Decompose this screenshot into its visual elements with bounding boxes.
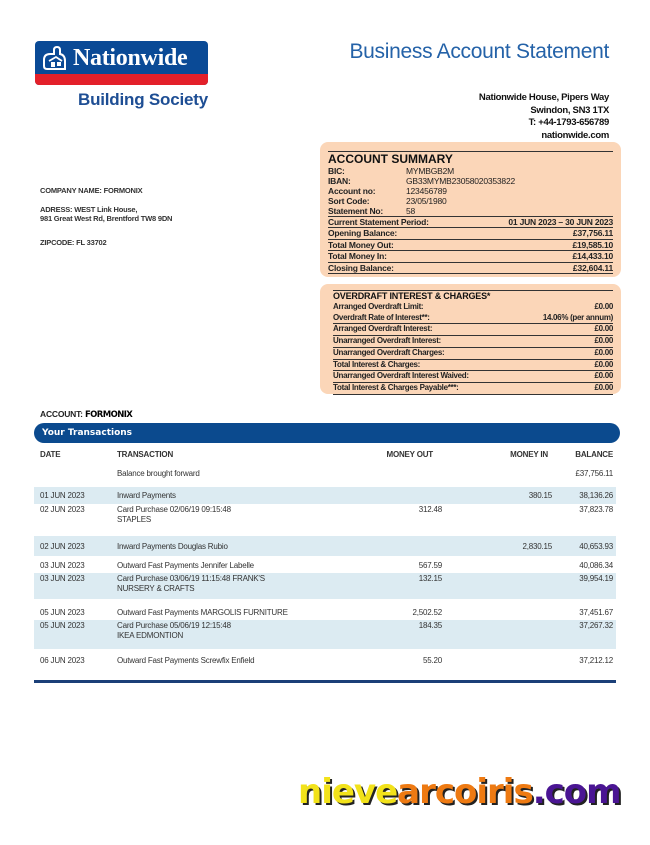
table-row: 03 JUN 2023 Card Purchase 03/06/19 11:15:48 FRANK'S NURSERY & CRAFTS 132.15 39,954.19 — [34, 573, 616, 599]
overdraft-row: Arranged Overdraft Interest: £0.00 — [333, 324, 613, 334]
overdraft-row: Total Interest & Charges Payable***: £0.00 — [333, 382, 613, 395]
overdraft-row: Arranged Overdraft Limit: £0.00 — [333, 302, 613, 311]
company-address-line2: 981 Great West Rd, Brentford TW8 9DN — [40, 214, 173, 223]
company-address-line1: ADRESS: WEST Link House, — [40, 205, 138, 214]
bank-address-line: Swindon, SN3 1TX — [530, 104, 609, 116]
table-row: 02 JUN 2023 Card Purchase 02/06/19 09:15:48 STAPLES 312.48 37,823.78 — [40, 505, 613, 524]
col-date: DATE — [40, 449, 61, 459]
table-row: 02 JUN 2023 Inward Payments Douglas Rubio 2,830.15 40,653.93 — [34, 536, 616, 556]
overdraft-row: Unarranged Overdraft Interest Waived: £0.00 — [333, 371, 613, 381]
transactions-table — [34, 443, 616, 671]
table-row: 06 JUN 2023 Outward Fast Payments Screwfix Enfield 55.20 37,212.12 — [40, 656, 613, 665]
summary-detail-iban: IBAN: GB33MYMB23058020353822 — [328, 176, 516, 186]
overdraft-title: OVERDRAFT INTEREST & CHARGES* — [333, 290, 613, 302]
company-name: COMPANY NAME: FORMONIX — [40, 186, 143, 195]
logo-red-stripe — [35, 74, 208, 85]
table-row: 01 JUN 2023 Inward Payments 380.15 38,136.26 — [34, 487, 616, 504]
table-row: 05 JUN 2023 Card Purchase 05/06/19 12:15:48 IKEA EDMONTION 184.35 37,267.32 — [34, 620, 616, 649]
bank-address — [479, 92, 609, 142]
company-address — [40, 205, 172, 223]
table-row: 03 JUN 2023 Outward Fast Payments Jennifer Labelle 567.59 40,086.34 — [40, 561, 613, 570]
overdraft-row: Unarranged Overdraft Interest: £0.00 — [333, 336, 613, 346]
account-name: FORMONIX — [84, 410, 133, 420]
brand-wordmark: Nationwide — [73, 45, 188, 71]
bank-website: nationwide.com — [541, 129, 609, 141]
watermark: nievearcoiris.com — [298, 772, 621, 812]
table-end-rule — [34, 680, 616, 683]
summary-detail-bic: BIC: MYMBGB2M — [328, 166, 454, 176]
col-money-out: MONEY OUT — [386, 449, 433, 459]
brand-subtitle: Building Society — [78, 90, 208, 109]
summary-row-opening: Opening Balance: £37,756.11 — [328, 228, 613, 239]
bank-phone: T: +44-1793-656789 — [528, 117, 609, 128]
nationwide-logo — [35, 41, 208, 110]
summary-rows — [328, 216, 613, 274]
col-balance: BALANCE — [575, 449, 613, 459]
account-summary-title: ACCOUNT SUMMARY — [328, 151, 613, 166]
summary-row-closing: Closing Balance: £32,604.11 — [328, 262, 613, 273]
statement-title: Business Account Statement — [349, 40, 609, 63]
account-label: ACCOUNT: FORMONIX — [40, 409, 133, 420]
house-emblem-icon — [41, 45, 69, 73]
summary-row-money-out: Total Money Out: £19,585.10 — [328, 239, 613, 250]
overdraft-row: Total Interest & Charges: £0.00 — [333, 359, 613, 369]
table-header — [34, 443, 616, 465]
overdraft-row: Overdraft Rate of Interest**: 14.06% (per annum) — [333, 312, 613, 322]
summary-detail-account-no: Account no: 123456789 — [328, 186, 447, 196]
bank-address-line: Nationwide House, Pipers Way — [478, 92, 609, 103]
account-summary-box — [320, 142, 621, 277]
transactions-section-header: Your Transactions — [34, 423, 620, 443]
col-money-in: MONEY IN — [510, 449, 548, 459]
overdraft-box — [320, 284, 621, 394]
summary-detail-statement-no: Statement No: 58 — [328, 206, 416, 216]
table-row: 05 JUN 2023 Outward Fast Payments MARGOLIS FURNITURE 2,502.52 37,451.67 — [40, 608, 613, 617]
company-zipcode: ZIPCODE: FL 33702 — [40, 238, 107, 247]
logo-band — [35, 41, 208, 85]
table-row: Balance brought forward £37,756.11 — [117, 469, 613, 478]
col-transaction: TRANSACTION — [117, 449, 174, 459]
summary-row-period: Current Statement Period: 01 JUN 2023 – 30 JUN 2023 — [328, 217, 613, 227]
overdraft-row: Unarranged Overdraft Charges: £0.00 — [333, 347, 613, 357]
summary-row-money-in: Total Money In: £14,433.10 — [328, 251, 613, 262]
summary-detail-sort-code: Sort Code: 23/05/1980 — [328, 196, 447, 206]
